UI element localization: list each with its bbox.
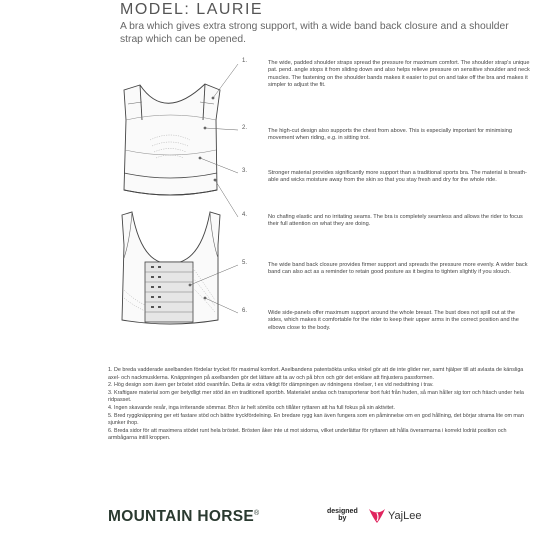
by-text: by [338, 515, 347, 522]
registered-mark: ® [254, 509, 260, 517]
swedish-paragraph-6: 6. Breda sidor för att maximera stödet runt hela bröstet. Brösten åker inte ut mot sidorna, vilket underlättar för ryttaren att hålla överarmarna i korrekt lodrät position och armbågarna intill kroppen. [108, 427, 507, 442]
callout-number-2: 2. [242, 125, 248, 131]
callout-text-4: No chafing elastic and no irritating seams. The bra is completely seamless and allows the rider to focus their full attention on what they are doing. [268, 214, 523, 228]
callout-text-2: The high-cut design also supports the chest from above. This is especially important for minimising movement when riding, e.g. in sitting trot. [268, 128, 512, 142]
designed-text: designed [327, 508, 358, 515]
swedish-paragraph-2: 2. Hög design som även ger bröstet stöd ovanifrån. Detta är extra viktigt för dämpningen av ridningens rörelser, t ex vid nedsittning i trav. [108, 382, 434, 389]
callout-number-3: 3. [242, 168, 248, 174]
callout-text-1: The wide, padded shoulder straps spread the pressure for maximum comfort. The shoulder strap's unique pat. pend. angle stops it from sliding down and also helps relieve pressure on sensitive shoulder and neck muscles. The fastening on the shoulder bands makes it easier to put on and take off the bra and makes it simpler to adjust the fit. [268, 60, 530, 89]
page-title: MODEL: LAURIE [120, 1, 264, 18]
page-subtitle: A bra which gives extra strong support, with a wide band back closure and a shoulder strap which can be opened. [120, 21, 509, 45]
callout-text-6: Wide side-panels offer maximum support around the whole breast. The bust does not spill out at the sides, which makes it comfortable for the rider to keep their upper arms in the correct position and the elbows close to the body. [268, 310, 519, 331]
callout-number-1: 1. [242, 58, 248, 64]
swedish-paragraph-4: 4. Ingen skavande resår, inga irriterande sömmar. Bh:n är helt sömlös och tillåter ryttaren att ha full fokus på sin aktivitet. [108, 404, 396, 411]
brand-logo [108, 508, 259, 526]
bra-back-view [122, 212, 220, 324]
designed-by-label [327, 508, 358, 522]
bra-front-view [124, 84, 220, 195]
swedish-paragraph-5: 5. Bred ryggknäppning ger ett fastare stöd och bättre tryckfördelning. En bredare rygg kan även fungera som en påminnelse om en god hållning, det börjar strama lite om man sjunker ihop. [108, 412, 524, 427]
callout-number-5: 5. [242, 260, 248, 266]
callout-text-5: The wide band back closure provides firmer support and spreads the pressure more evenly. A wider back band can also act as a reminder to retain good posture as it begins to tighten slightly if you slouch. [268, 262, 528, 276]
callout-text-3: Stronger material provides significantly more support than a traditional sports bra. The material is breath-able and wicks moisture away from the skin so that you stay fresh and dry for the whole ride. [268, 170, 527, 184]
partner-name: YajLee [388, 510, 422, 522]
callout-number-4: 4. [242, 212, 248, 218]
swedish-paragraph-3: 3. Kraftigare material som ger betydligt mer stöd än en traditionell sportbh. Materialet andas och transporterar bort fukt från huden, så man håller sig torr och fräsch under hela ridpasset. [108, 389, 524, 404]
brand-name: MOUNTAIN HORSE [108, 508, 254, 525]
swedish-description [108, 367, 533, 443]
callout-number-6: 6. [242, 308, 248, 314]
swedish-paragraph-1: 1. De breda vadderade axelbanden fördelar trycket för maximal komfort. Axelbandens patentsökta unika vinkel gör att de inte glider ner, samt hjälper till att avlasta de känsliga axel- och nackmusklerna. Knäppningen på axelbanden gör det lättare att ta av och på bh:n och gör det enklare att finjustera passformen. [108, 367, 524, 381]
yajlee-logo-icon [367, 507, 387, 525]
